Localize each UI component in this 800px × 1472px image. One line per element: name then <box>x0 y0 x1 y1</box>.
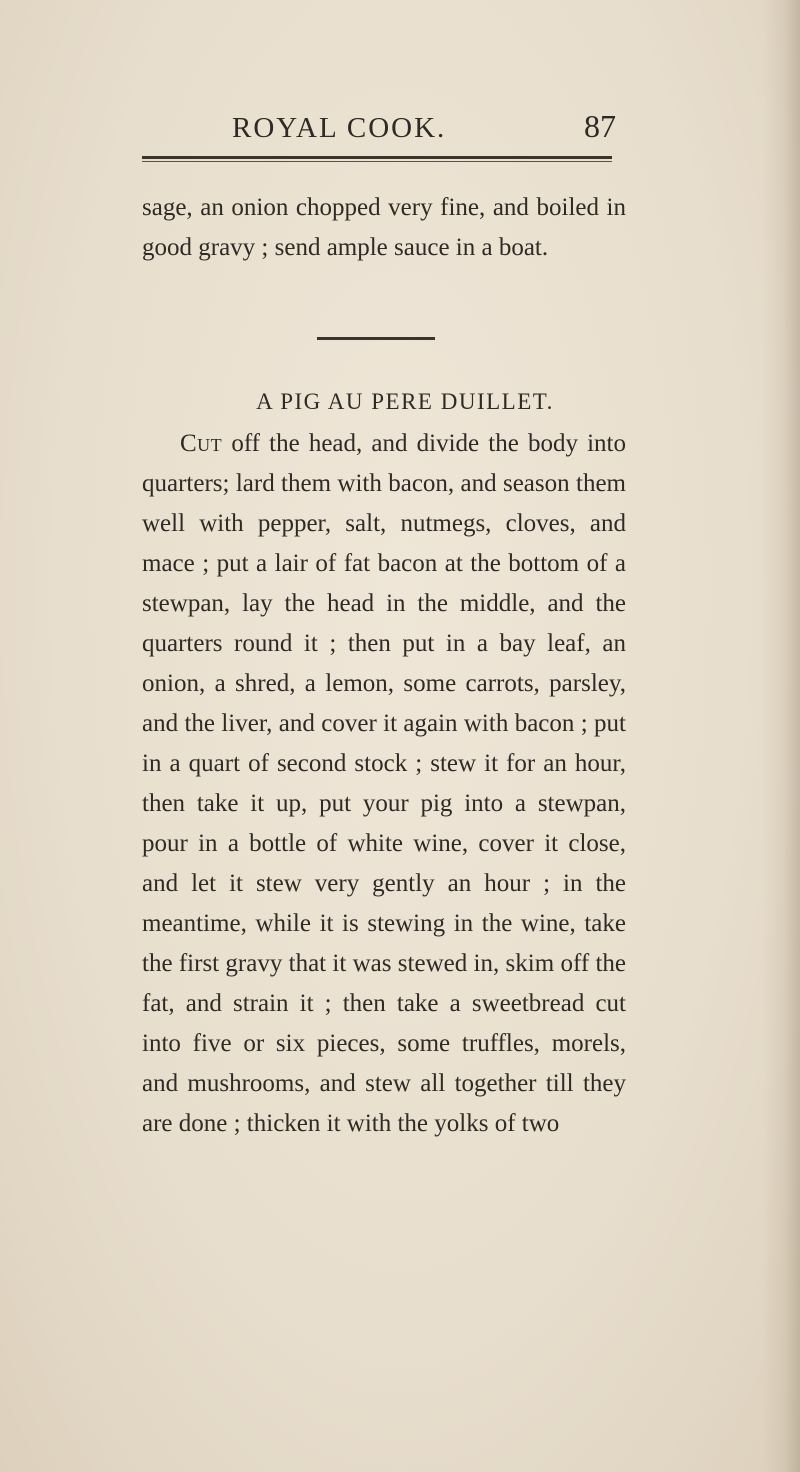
header-rule-thin <box>142 161 612 162</box>
running-head-title: ROYAL COOK. <box>232 112 447 144</box>
running-head <box>0 108 800 148</box>
recipe-body-text: off the head, and divide the body into quarters; lard them with bacon, and season them well with pepper, salt, nutmegs, cloves, and mace ; put a lair of fat bacon at the bottom of a stewpan, lay the head in the middle, and the quarters round it ; then put in a bay leaf, an onion, a shred, a lemon, some carrots, parsley, and the liver, and cover it again with bacon ; put in a quart of second stock ; stew it for an hour, then take it up, put your pig into a stewpan, pour in a bottle of white wine, cover it close, and let it stew very gently an hour ; in the meantime, while it is stewing in the wine, take the first gravy that it was stewed in, skim off the fat, and strain it ; then take a sweetbread cut into five or six pieces, some truffles, morels, and mushrooms, and stew all together till they are done ; thicken it with the yolks of two <box>142 430 626 1137</box>
page-number: 87 <box>584 108 616 144</box>
header-rule <box>142 156 612 159</box>
page-edge-shadow <box>762 0 800 1472</box>
recipe-body <box>142 424 626 1144</box>
intro-paragraph: sage, an onion chopped very fine, and boiled in good gravy ; send ample sauce in a boat. <box>142 194 626 261</box>
section-divider <box>317 337 435 340</box>
recipe-title: A PIG AU PERE DUILLET. <box>256 389 554 414</box>
recipe-first-word: Cut <box>180 430 223 457</box>
